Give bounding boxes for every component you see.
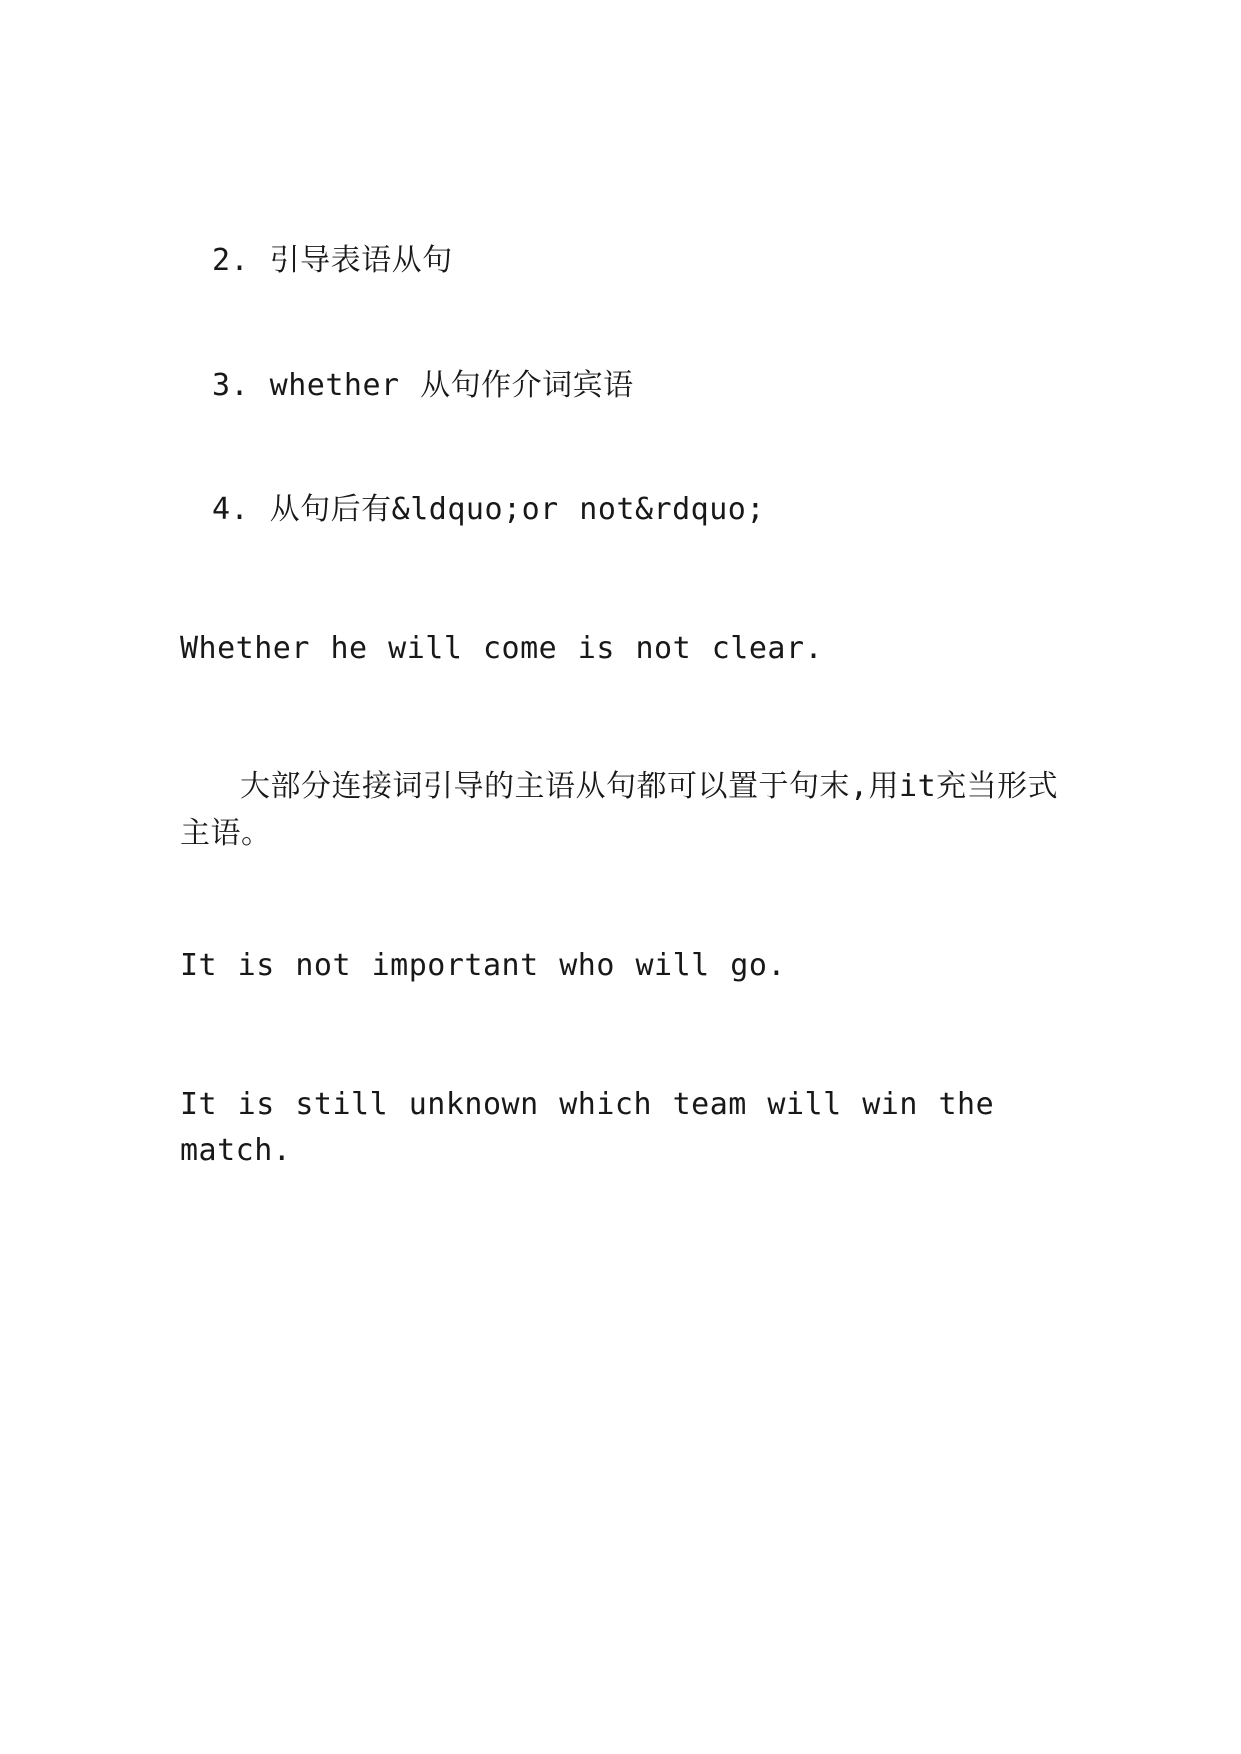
document-body: [180, 0, 1061, 1175]
example-sentence-1: Whether he will come is not clear.: [180, 630, 824, 666]
list-item-3: 3. whether 从句作介词宾语: [212, 367, 634, 403]
example-sentence-2: It is not important who will go.: [180, 948, 786, 983]
example-sentence-3: It is still unknown which team will win the match.: [180, 1086, 995, 1168]
list-item-2: 2. 引导表语从句: [212, 243, 453, 278]
list-item-4: 4. 从句后有&ldquo;or not&rdquo;: [212, 492, 765, 527]
note-paragraph: 大部分连接词引导的主语从句都可以置于句末,用it充当形式主语。: [180, 769, 1059, 851]
